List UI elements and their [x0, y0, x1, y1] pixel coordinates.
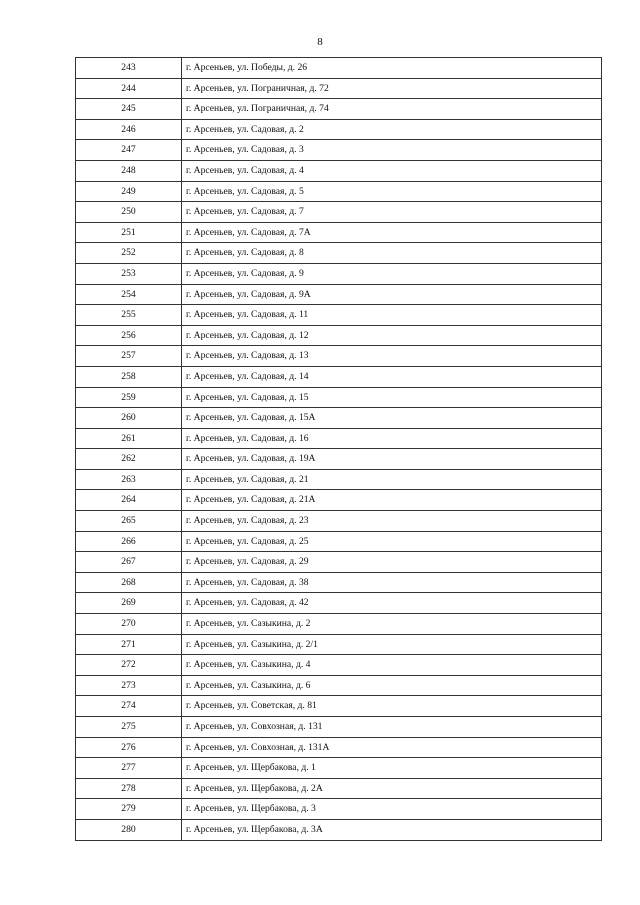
row-number-cell: 263: [76, 469, 182, 490]
address-cell: г. Арсеньев, ул. Садовая, д. 7А: [182, 222, 602, 243]
table-row: [76, 243, 602, 264]
table-row: [76, 696, 602, 717]
table-row: [76, 181, 602, 202]
table-row: [76, 717, 602, 738]
row-number-cell: 265: [76, 511, 182, 532]
table-row: [76, 634, 602, 655]
table-row: [76, 284, 602, 305]
row-number-cell: 255: [76, 305, 182, 326]
table-row: [76, 737, 602, 758]
table-row: [76, 614, 602, 635]
table-row: [76, 799, 602, 820]
row-number-cell: 276: [76, 737, 182, 758]
row-number-cell: 268: [76, 572, 182, 593]
table-row: [76, 366, 602, 387]
table-row: [76, 428, 602, 449]
address-cell: г. Арсеньев, ул. Садовая, д. 2: [182, 119, 602, 140]
table-row: [76, 572, 602, 593]
row-number-cell: 267: [76, 552, 182, 573]
table-row: [76, 449, 602, 470]
address-cell: г. Арсеньев, ул. Садовая, д. 4: [182, 160, 602, 181]
table-row: [76, 160, 602, 181]
row-number-cell: 270: [76, 614, 182, 635]
address-cell: г. Арсеньев, ул. Садовая, д. 5: [182, 181, 602, 202]
row-number-cell: 258: [76, 366, 182, 387]
address-cell: г. Арсеньев, ул. Щербакова, д. 2А: [182, 778, 602, 799]
address-cell: г. Арсеньев, ул. Садовая, д. 13: [182, 346, 602, 367]
row-number-cell: 248: [76, 160, 182, 181]
table-row: [76, 593, 602, 614]
row-number-cell: 259: [76, 387, 182, 408]
address-cell: г. Арсеньев, ул. Пограничная, д. 72: [182, 78, 602, 99]
address-cell: г. Арсеньев, ул. Сазыкина, д. 2: [182, 614, 602, 635]
row-number-cell: 269: [76, 593, 182, 614]
page-number: 8: [317, 36, 323, 48]
table-row: [76, 140, 602, 161]
table-row: [76, 202, 602, 223]
address-cell: г. Арсеньев, ул. Садовая, д. 16: [182, 428, 602, 449]
row-number-cell: 257: [76, 346, 182, 367]
table-row: [76, 222, 602, 243]
table-row: [76, 469, 602, 490]
address-cell: г. Арсеньев, ул. Садовая, д. 12: [182, 325, 602, 346]
row-number-cell: 278: [76, 778, 182, 799]
row-number-cell: 251: [76, 222, 182, 243]
row-number-cell: 254: [76, 284, 182, 305]
row-number-cell: 266: [76, 531, 182, 552]
address-cell: г. Арсеньев, ул. Садовая, д. 15А: [182, 408, 602, 429]
table-row: [76, 58, 602, 79]
row-number-cell: 273: [76, 675, 182, 696]
row-number-cell: 279: [76, 799, 182, 820]
address-cell: г. Арсеньев, ул. Сазыкина, д. 4: [182, 655, 602, 676]
row-number-cell: 260: [76, 408, 182, 429]
address-cell: г. Арсеньев, ул. Щербакова, д. 3: [182, 799, 602, 820]
table-row: [76, 78, 602, 99]
address-cell: г. Арсеньев, ул. Садовая, д. 11: [182, 305, 602, 326]
row-number-cell: 261: [76, 428, 182, 449]
row-number-cell: 250: [76, 202, 182, 223]
address-cell: г. Арсеньев, ул. Совхозная, д. 131А: [182, 737, 602, 758]
address-table-body: [76, 58, 602, 841]
row-number-cell: 264: [76, 490, 182, 511]
table-row: [76, 490, 602, 511]
address-cell: г. Арсеньев, ул. Победы, д. 26: [182, 58, 602, 79]
table-row: [76, 511, 602, 532]
table-row: [76, 675, 602, 696]
address-cell: г. Арсеньев, ул. Садовая, д. 14: [182, 366, 602, 387]
address-cell: г. Арсеньев, ул. Садовая, д. 9: [182, 263, 602, 284]
row-number-cell: 262: [76, 449, 182, 470]
table-row: [76, 531, 602, 552]
address-cell: г. Арсеньев, ул. Садовая, д. 21А: [182, 490, 602, 511]
address-cell: г. Арсеньев, ул. Садовая, д. 29: [182, 552, 602, 573]
table-row: [76, 552, 602, 573]
address-cell: г. Арсеньев, ул. Щербакова, д. 1: [182, 758, 602, 779]
table-row: [76, 819, 602, 840]
table-row: [76, 263, 602, 284]
address-cell: г. Арсеньев, ул. Сазыкина, д. 2/1: [182, 634, 602, 655]
table-row: [76, 119, 602, 140]
address-cell: г. Арсеньев, ул. Садовая, д. 9А: [182, 284, 602, 305]
address-cell: г. Арсеньев, ул. Садовая, д. 3: [182, 140, 602, 161]
row-number-cell: 280: [76, 819, 182, 840]
table-row: [76, 408, 602, 429]
address-cell: г. Арсеньев, ул. Советская, д. 81: [182, 696, 602, 717]
address-cell: г. Арсеньев, ул. Пограничная, д. 74: [182, 99, 602, 120]
row-number-cell: 245: [76, 99, 182, 120]
row-number-cell: 256: [76, 325, 182, 346]
row-number-cell: 243: [76, 58, 182, 79]
address-cell: г. Арсеньев, ул. Садовая, д. 42: [182, 593, 602, 614]
row-number-cell: 244: [76, 78, 182, 99]
address-cell: г. Арсеньев, ул. Садовая, д. 21: [182, 469, 602, 490]
row-number-cell: 247: [76, 140, 182, 161]
address-cell: г. Арсеньев, ул. Садовая, д. 38: [182, 572, 602, 593]
row-number-cell: 246: [76, 119, 182, 140]
address-cell: г. Арсеньев, ул. Щербакова, д. 3А: [182, 819, 602, 840]
address-cell: г. Арсеньев, ул. Садовая, д. 7: [182, 202, 602, 223]
table-row: [76, 758, 602, 779]
table-row: [76, 387, 602, 408]
address-table: [75, 57, 602, 841]
table-row: [76, 655, 602, 676]
table-row: [76, 305, 602, 326]
row-number-cell: 249: [76, 181, 182, 202]
address-cell: г. Арсеньев, ул. Садовая, д. 23: [182, 511, 602, 532]
table-row: [76, 99, 602, 120]
table-row: [76, 778, 602, 799]
address-cell: г. Арсеньев, ул. Садовая, д. 19А: [182, 449, 602, 470]
row-number-cell: 252: [76, 243, 182, 264]
table-row: [76, 325, 602, 346]
row-number-cell: 274: [76, 696, 182, 717]
address-cell: г. Арсеньев, ул. Садовая, д. 15: [182, 387, 602, 408]
row-number-cell: 253: [76, 263, 182, 284]
address-cell: г. Арсеньев, ул. Сазыкина, д. 6: [182, 675, 602, 696]
address-cell: г. Арсеньев, ул. Совхозная, д. 131: [182, 717, 602, 738]
row-number-cell: 275: [76, 717, 182, 738]
address-cell: г. Арсеньев, ул. Садовая, д. 25: [182, 531, 602, 552]
row-number-cell: 277: [76, 758, 182, 779]
table-row: [76, 346, 602, 367]
row-number-cell: 272: [76, 655, 182, 676]
address-cell: г. Арсеньев, ул. Садовая, д. 8: [182, 243, 602, 264]
row-number-cell: 271: [76, 634, 182, 655]
